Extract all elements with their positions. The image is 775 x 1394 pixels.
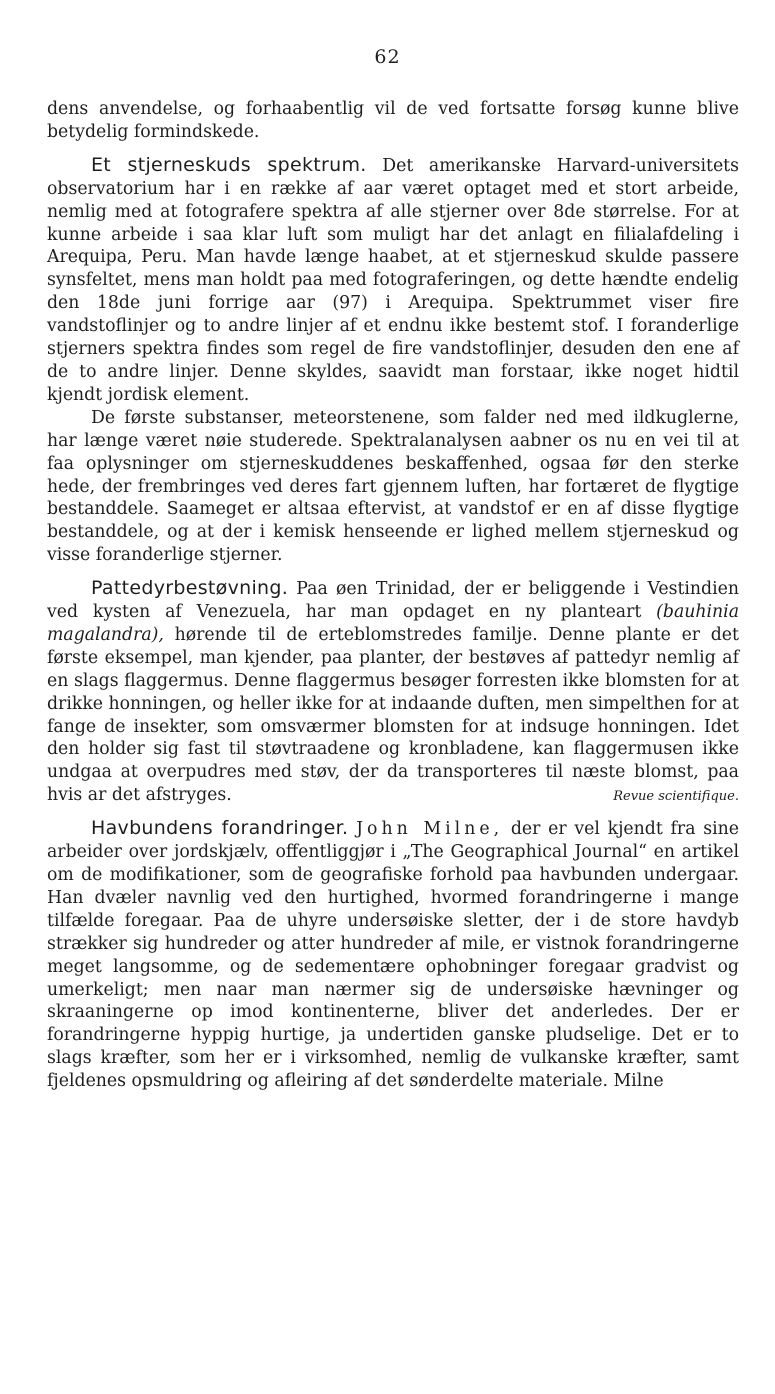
intro-paragraph: dens anvendelse, og forhaabentlig vil de ved fortsatte forsøg kunne blive betydelig formindskede. — [47, 99, 739, 142]
section-havbund-paragraph — [47, 817, 739, 1093]
source-citation: Revue scientifique. — [613, 789, 739, 805]
section-text: Det amerikanske Harvard-universitets observatorium har i en række af aar været optaget med et stort arbeide, nemlig med at fotografere spektra af alle stjerner over 8de størrelse. For at kunne arbeide i saa klar luft som muligt har det anlagt en filialafdeling i Arequipa, Peru. Man havde længe haabet, at et stjerneskud skulde passere synsfeltet, mens man holdt paa med fotograferingen, og dette hændte endelig den 18de juni forrige aar (97) i Arequipa. Spektrummet viser fire vandstoflinjer og to andre linjer af et endnu ikke bestemt stof. I foranderlige stjerners spektra findes som regel de fire vandstoflinjer, desuden den ene af de to andre linjer. Denne skyldes, saavidt man forstaar, ikke noget hidtil kjendt jordisk element. — [47, 155, 739, 405]
author-name: John Milne, — [356, 819, 504, 840]
section-text: hørende til de erteblomstredes familje. Denne plante er det første eksempel, man kjender, paa planter, der bestøves af pattedyr nemlig af en slags flaggermus. Denne flaggermus besøger forresten ikke blomsten for at drikke honningen, og heller ikke for at indaande duften, men simpelthen for at fange de insekter, som omsværmer blomsten for at indsuge honningen. Idet den holder sig fast til støvtraadene og kronbladene, kan flaggermusen ikke undgaa at overpudres med støv, der da transporteres til næste blomst, paa hvis ar det afstryges. — [47, 624, 739, 806]
section-text: der er vel kjendt fra sine arbeider over jordskjælv, offentliggjør i „The Geographical Journal“ en artikel om de modifikationer, som de geografiske forhold paa havbunden undergaar. Han dvæler navnlig ved den hurtighed, hvormed forandringerne i mange tilfælde foregaar. Paa de uhyre undersøiske sletter, der i de store havdyb strækker sig hundreder og atter hundreder af mile, er vistnok forandringerne meget langsomme, og de sedementære ophobninger foregaar gradvist og umerkeligt; men naar man nærmer sig de undersøiske hævninger og skraaningerne op imod kontinenterne, bliver det anderledes. Der er forandringerne hyppig hurtige, ja undertiden ganske pludselige. Det er to slags kræfter, som her er i virksomhed, nemlig de vulkanske kræfter, samt fjeldenes opsmuldring og afleiring af det sønderdelte materiale. Milne — [47, 819, 739, 1092]
section-heading: Havbundens forandringer. — [91, 817, 349, 840]
section-text: Paa øen Trinidad, der er beliggende i Vestindien ved kysten af Venezuela, har man opdaget en ny planteart — [47, 579, 739, 623]
page-number: 62 — [374, 46, 401, 68]
species-name: (bauhinia magalandra), — [47, 602, 739, 645]
section-stjerneskud-paragraph-2: De første substanser, meteorstenene, som falder ned med ildkuglerne, har længe været nøie studerede. Spektralanalysen aabner os nu en vei til at faa oplysninger om stjerneskuddenes beskaffenhed, ogsaa før den sterke hede, der frembringes ved deres fart gjennem luften, har fortæret de flygtige bestanddele. Saameget er altsaa eftervist, at vandstof er en af disse flygtige bestanddele, og at der i kemisk henseende er lighed mellem stjerneskud og visse foranderlige stjerner. — [47, 407, 739, 566]
section-pattedyr-paragraph — [47, 577, 739, 807]
section-heading: Pattedyrbestøvning. — [91, 577, 289, 600]
section-stjerneskud-paragraph-1 — [47, 154, 739, 407]
section-heading: Et stjerneskuds spektrum. — [91, 153, 367, 176]
page-body — [47, 98, 739, 1093]
